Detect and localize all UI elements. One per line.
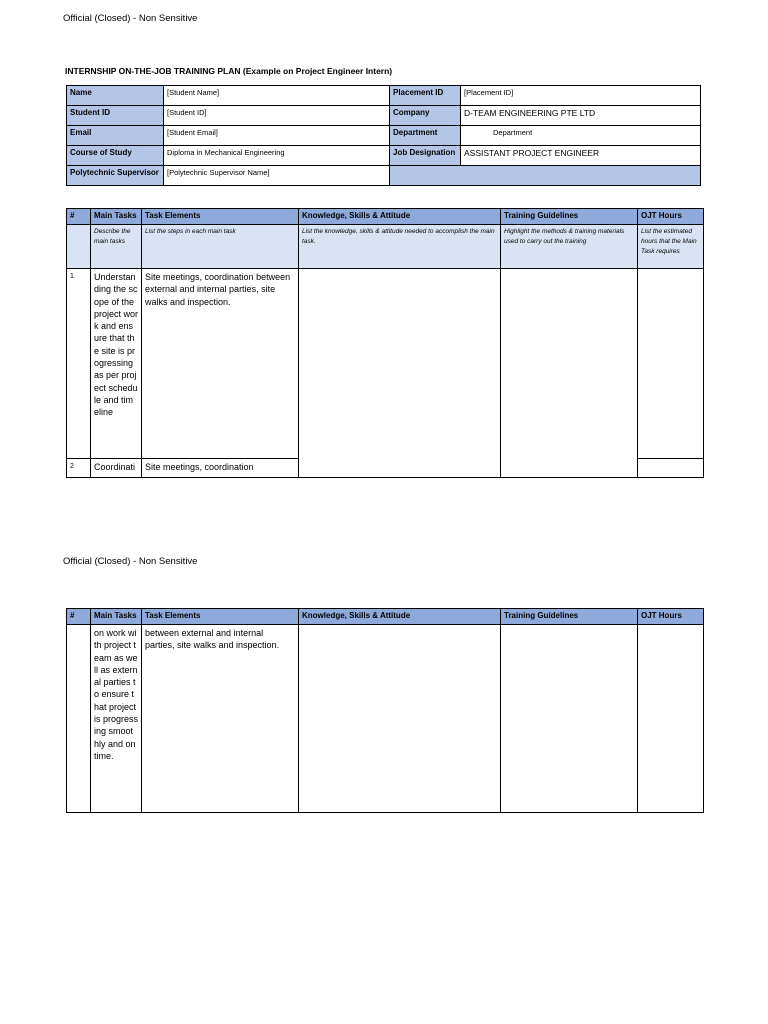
empty-shaded-cell — [390, 166, 701, 186]
classification-label: Official (Closed) - Non Sensitive — [63, 13, 198, 24]
email-value: [Student Email] — [164, 126, 390, 146]
job-designation-value: ASSISTANT PROJECT ENGINEER — [461, 146, 701, 166]
email-label: Email — [67, 126, 164, 146]
supervisor-value: [Polytechnic Supervisor Name] — [164, 166, 390, 186]
ksa-cell — [299, 625, 501, 813]
desc-ksa: List the knowledge, skills & attitude needed to accomplish the main task. — [299, 225, 501, 269]
training-plan-table-continued — [66, 608, 704, 813]
supervisor-label: Polytechnic Supervisor — [67, 166, 164, 186]
main-task-cell: on work with project team as well as external parties to ensure that project is progressing smoothly and on time. — [91, 625, 142, 813]
ojt-hours-cell — [638, 269, 704, 459]
col-header-ojt-hours: OJT Hours — [638, 209, 704, 225]
col-header-task-elements: Task Elements — [142, 209, 299, 225]
desc-main-tasks: Describe the main tasks — [91, 225, 142, 269]
department-value: Department — [461, 126, 701, 146]
ojt-hours-cell — [638, 459, 704, 478]
student-id-value: [Student ID] — [164, 106, 390, 126]
desc-ojt-hours: List the estimated hours that the Main Task requires — [638, 225, 704, 269]
company-value: D-TEAM ENGINEERING PTE LTD — [461, 106, 701, 126]
name-value: [Student Name] — [164, 86, 390, 106]
col-header-task-elements: Task Elements — [142, 609, 299, 625]
training-plan-table — [66, 208, 704, 478]
row-number — [67, 625, 91, 813]
col-header-ksa: Knowledge, Skills & Attitude — [299, 609, 501, 625]
col-header-num: # — [67, 209, 91, 225]
classification-label: Official (Closed) - Non Sensitive — [63, 556, 198, 567]
guidelines-cell — [501, 269, 638, 478]
task-elements-cell: Site meetings, coordination between external and internal parties, site walks and inspection. — [142, 269, 299, 459]
placement-id-label: Placement ID — [390, 86, 461, 106]
ksa-cell — [299, 269, 501, 478]
document-title: INTERNSHIP ON-THE-JOB TRAINING PLAN (Example on Project Engineer Intern) — [65, 66, 393, 76]
desc-guidelines: Highlight the methods & training materials used to carry out the training — [501, 225, 638, 269]
department-label: Department — [390, 126, 461, 146]
row-number: 2 — [67, 459, 91, 478]
desc-task-elements: List the steps in each main task — [142, 225, 299, 269]
student-info-table — [66, 85, 701, 186]
job-designation-label: Job Designation — [390, 146, 461, 166]
main-task-cell: Understanding the scope of the project work and ensure that the site is progressing as per project schedule and timeline — [91, 269, 142, 459]
col-header-main-tasks: Main Tasks — [91, 209, 142, 225]
task-elements-cell: Site meetings, coordination — [142, 459, 299, 478]
col-header-num: # — [67, 609, 91, 625]
placement-id-value: [Placement ID] — [461, 86, 701, 106]
course-label: Course of Study — [67, 146, 164, 166]
col-header-main-tasks: Main Tasks — [91, 609, 142, 625]
student-id-label: Student ID — [67, 106, 164, 126]
guidelines-cell — [501, 625, 638, 813]
row-number: 1 — [67, 269, 91, 459]
desc-num — [67, 225, 91, 269]
ojt-hours-cell — [638, 625, 704, 813]
main-task-cell: Coordinati — [91, 459, 142, 478]
col-header-ksa: Knowledge, Skills & Attitude — [299, 209, 501, 225]
company-label: Company — [390, 106, 461, 126]
task-elements-cell: between external and internal parties, site walks and inspection. — [142, 625, 299, 813]
name-label: Name — [67, 86, 164, 106]
col-header-guidelines: Training Guidelines — [501, 609, 638, 625]
course-value: Diploma in Mechanical Engineering — [164, 146, 390, 166]
col-header-guidelines: Training Guidelines — [501, 209, 638, 225]
col-header-ojt-hours: OJT Hours — [638, 609, 704, 625]
